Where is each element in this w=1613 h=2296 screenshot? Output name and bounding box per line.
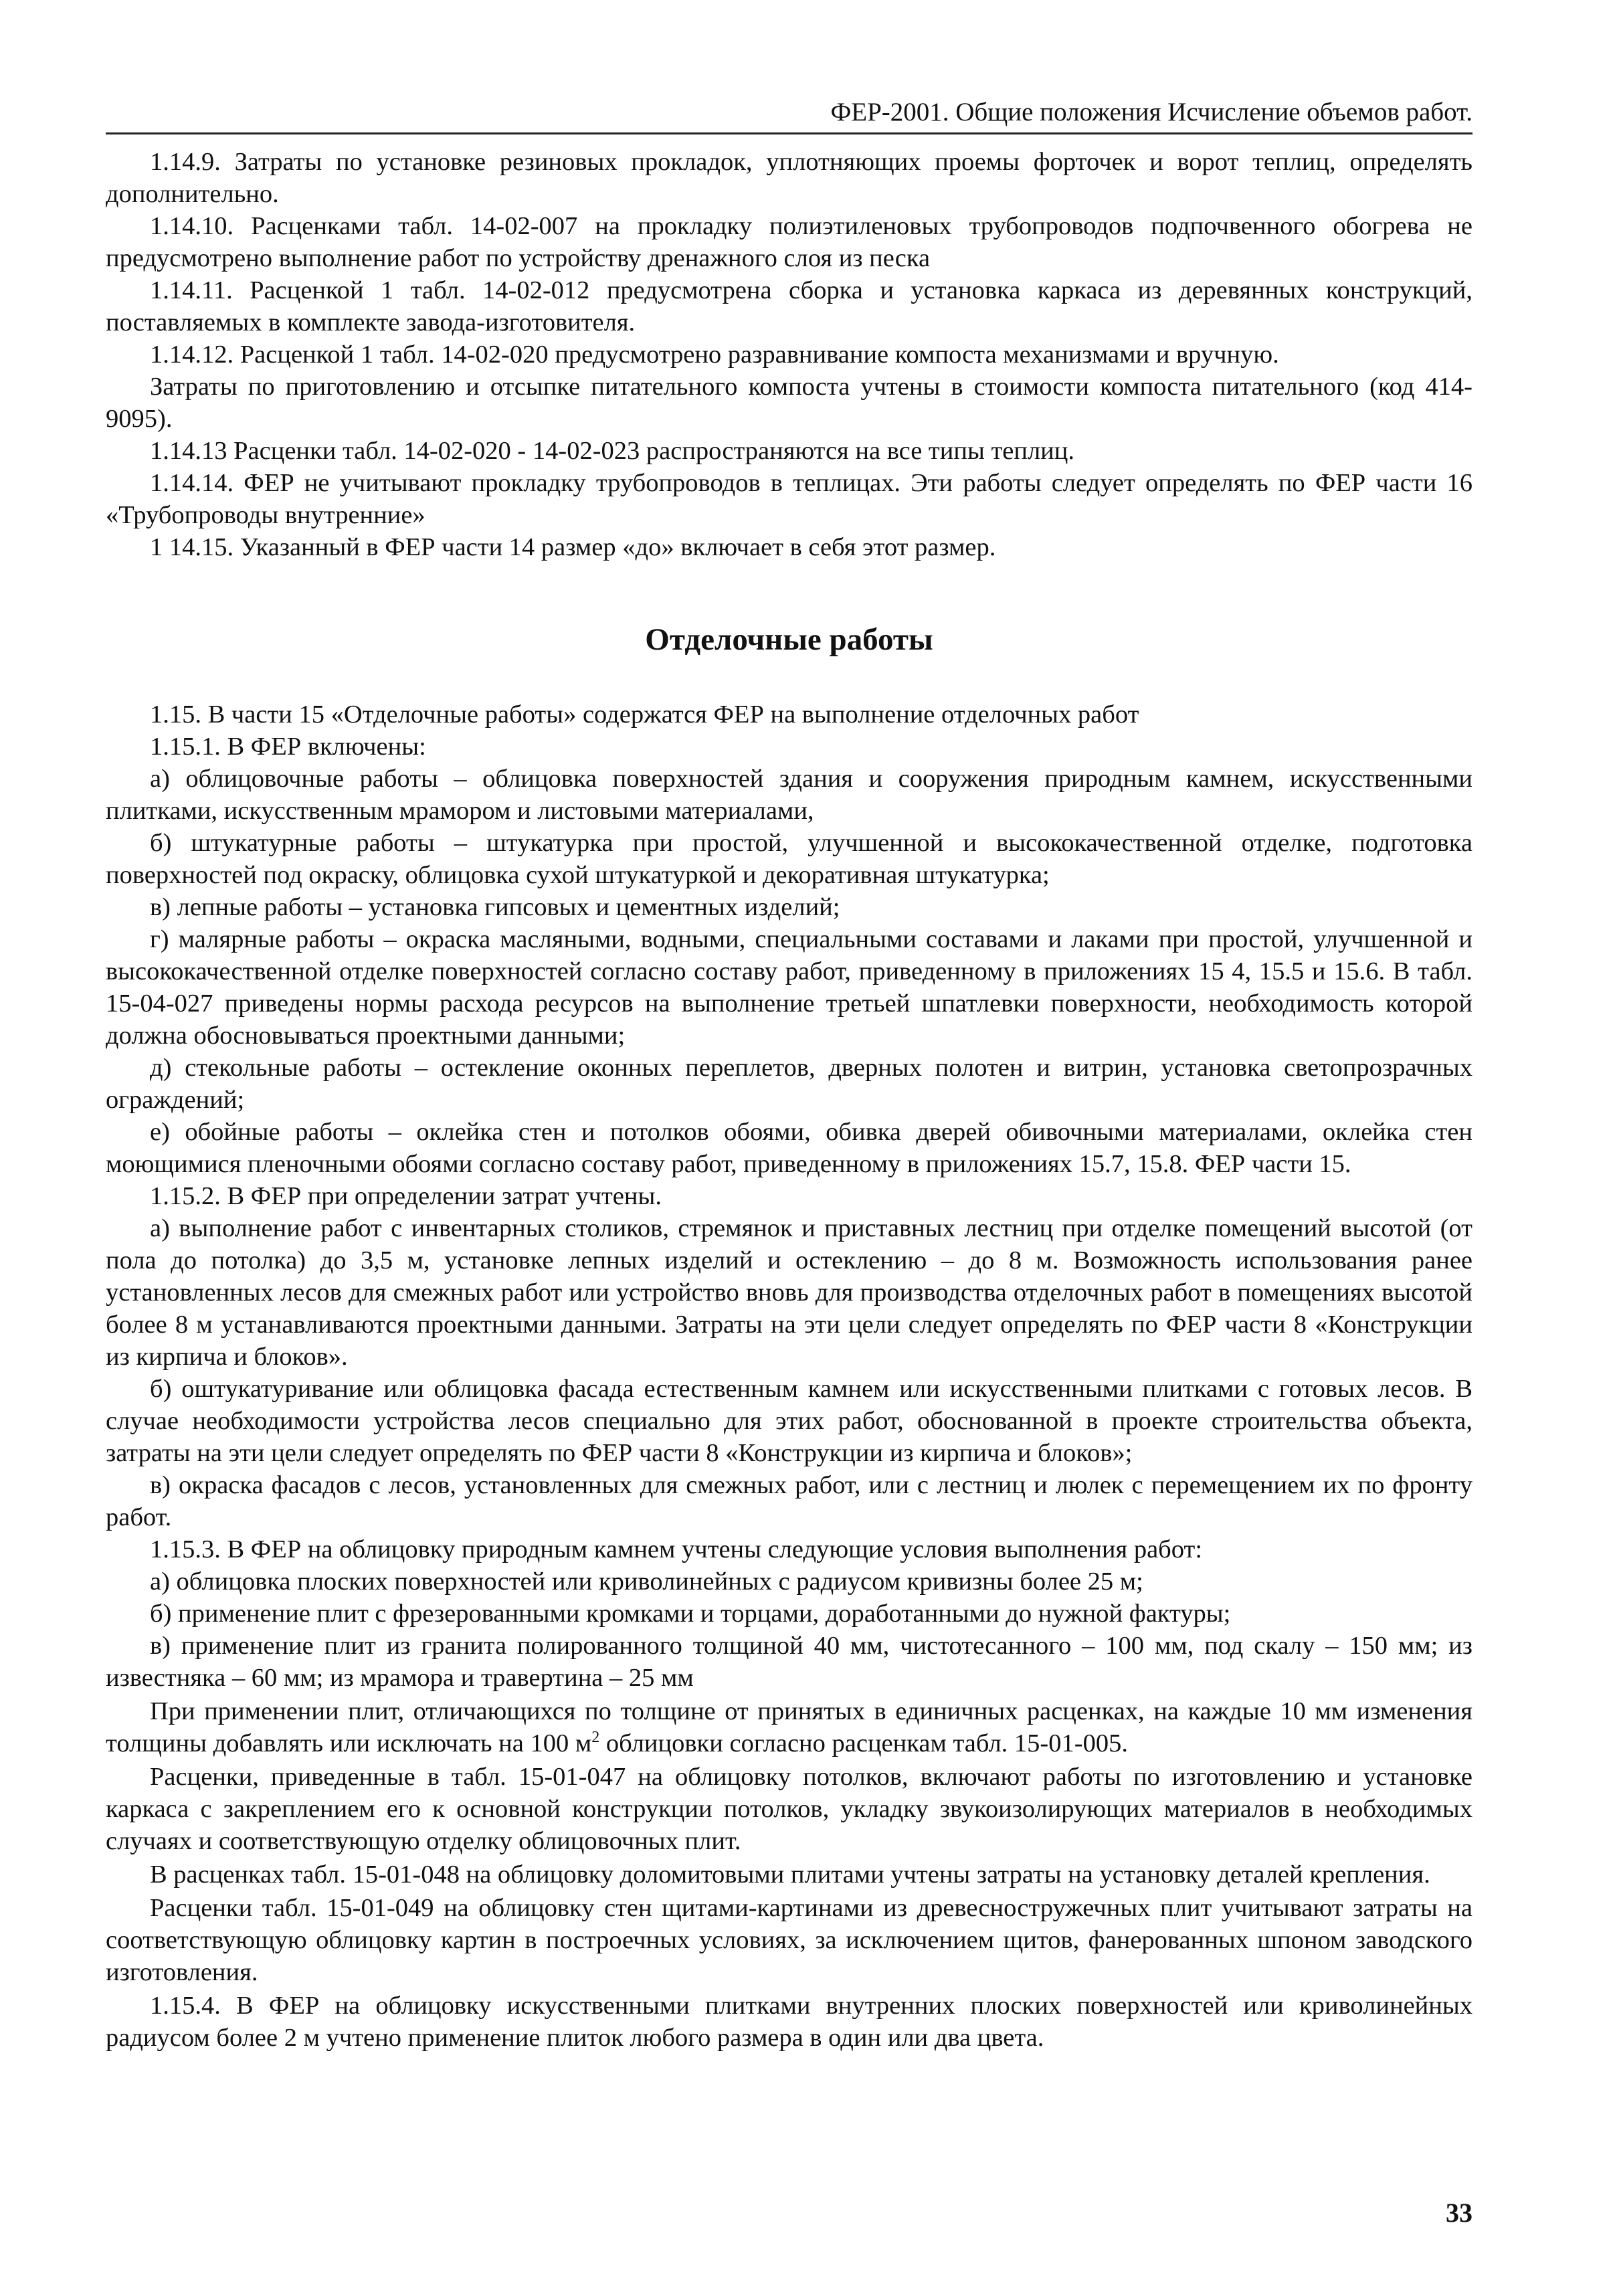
paragraph: 1 14.15. Указанный в ФЕР части 14 размер «до» включает в себя этот размер. [150, 533, 996, 561]
paragraph: 1.15.4. В ФЕР на облицовку искусственными плитками внутренних плоских поверхностей или криволинейных радиусом более 2 м учтено применение плиток любого размера в один или два цвета. [106, 1992, 1473, 2052]
paragraph: 1.14.12. Расценкой 1 табл. 14-02-020 предусмотрено разравнивание компоста механизмами и вручную. [150, 341, 1279, 369]
paragraph: Затраты по приготовлению и отсыпке питательного компоста учтены в стоимости компоста питательного (код 414-9095). [106, 373, 1473, 433]
paragraph: 1.14.11. Расценкой 1 табл. 14-02-012 предусмотрена сборка и установка каркаса из деревянных конструкций, поставляемых в комплекте завода-изготовителя. [106, 276, 1473, 337]
paragraph: Расценки табл. 15-01-049 на облицовку стен щитами-картинами из древесностружечных плит учитывают затраты на соответствующую облицовку картин в построечных условиях, за исключением щитов, фанерованных шпоном заводского изготовления. [106, 1894, 1473, 1986]
paragraph: 1.14.13 Расценки табл. 14-02-020 - 14-02-023 распространяются на все типы теплиц. [150, 437, 1075, 465]
paragraph: а) облицовка плоских поверхностей или криволинейных с радиусом кривизны более 25 м; [150, 1567, 1143, 1596]
document-body [106, 146, 1473, 2054]
paragraph: г) малярные работы – окраска масляными, водными, специальными составами и лаками при простой, улучшенной и высококачественной отделке поверхностей согласно составу работ, приведенному в приложениях 15 4, 15.5 и 15.6. В табл. 15-04-027 приведены нормы расхода ресурсов на выполнение третьей шпатлевки поверхности, необходимость которой должна обосновываться проектными данными; [106, 925, 1473, 1050]
paragraph: д) стекольные работы – остекление оконных переплетов, дверных полотен и витрин, установка светопрозрачных ограждений; [106, 1054, 1473, 1114]
paragraph: в) лепные работы – установка гипсовых и цементных изделий; [150, 893, 840, 921]
paragraph-text: При применении плит, отличающихся по толщине от принятых в единичных расценках, на каждые 10 мм изменения толщины добавлять или исключать на 100 м [106, 1697, 1473, 1757]
paragraph: б) оштукатуривание или облицовка фасада естественным камнем или искусственными плитками с готовых лесов. В случае необходимости устройства лесов специально для этих работ, обоснованной в проекте строительства объекта, затраты на эти цели следует определять по ФЕР части 8 «Конструкции из кирпича и блоков»; [106, 1375, 1473, 1467]
paragraph: В расценках табл. 15-01-048 на облицовку доломитовыми плитами учтены затраты на установку деталей крепления. [150, 1860, 1430, 1889]
paragraph: в) применение плит из гранита полированного толщиной 40 мм, чистотесанного – 100 мм, под скалу – 150 мм; из известняка – 60 мм; из мрамора и травертина – 25 мм [106, 1632, 1473, 1692]
paragraph: 1.15.1. В ФЕР включены: [150, 733, 426, 761]
superscript: 2 [591, 1729, 600, 1747]
paragraph: в) окраска фасадов с лесов, установленных для смежных работ, или с лестниц и люлек с перемещением их по фронту работ. [106, 1471, 1473, 1531]
paragraph-text: облицовки согласно расценкам табл. 15-01-005. [599, 1729, 1128, 1757]
paragraph: Расценки, приведенные в табл. 15-01-047 на облицовку потолков, включают работы по изготовлению и установке каркаса с закреплением его к основной конструкции потолков, укладку звукоизолирующих материалов в необходимых случаях и соответствующую отделку облицовочных плит. [106, 1763, 1473, 1855]
paragraph: 1.15.2. В ФЕР при определении затрат учтены. [150, 1182, 662, 1210]
paragraph: е) обойные работы – оклейка стен и потолков обоями, обивка дверей обивочными материалами, оклейка стен моющимися пленочными обоями согласно составу работ, приведенному в приложениях 15.7, 15.8. ФЕР части 15. [106, 1118, 1473, 1178]
page-header: ФЕР-2001. Общие положения Исчисление объемов работ. [106, 92, 1473, 134]
paragraph: а) выполнение работ с инвентарных столиков, стремянок и приставных лестниц при отделке помещений высотой (от пола до потолка) до 3,5 м, установке лепных изделий и остеклению – до 8 м. Возможность использования ранее установленных лесов для смежных работ или устройство вновь для производства отделочных работ в помещениях высотой более 8 м устанавливаются проектными данными. Затраты на эти цели следует определять по ФЕР части 8 «Конструкции из кирпича и блоков». [106, 1214, 1473, 1371]
paragraph: 1.15.3. В ФЕР на облицовку природным камнем учтены следующие условия выполнения работ: [150, 1535, 1203, 1563]
section-title: Отделочные работы [645, 622, 933, 657]
page-number: 33 [1446, 2198, 1473, 2228]
paragraph: 1.14.10. Расценками табл. 14-02-007 на прокладку полиэтиленовых трубопроводов подпочвенного обогрева не предусмотрено выполнение работ по устройству дренажного слоя из песка [106, 212, 1473, 272]
paragraph [106, 1695, 1473, 1759]
paragraph: 1.14.14. ФЕР не учитывают прокладку трубопроводов в теплицах. Эти работы следует определять по ФЕР части 16 «Трубопроводы внутренние» [106, 469, 1473, 529]
paragraph: а) облицовочные работы – облицовка поверхностей здания и сооружения природным камнем, искусственными плитками, искусственным мрамором и листовыми материалами, [106, 765, 1473, 825]
paragraph: 1.14.9. Затраты по установке резиновых прокладок, уплотняющих проемы форточек и ворот теплиц, определять дополнительно. [106, 148, 1473, 208]
paragraph: б) штукатурные работы – штукатурка при простой, улучшенной и высококачественной отделке, подготовка поверхностей под окраску, облицовка сухой штукатуркой и декоративная штукатурка; [106, 829, 1473, 889]
paragraph: 1.15. В части 15 «Отделочные работы» содержатся ФЕР на выполнение отделочных работ [150, 700, 1139, 729]
paragraph: б) применение плит с фрезерованными кромками и торцами, доработанными до нужной фактуры; [150, 1600, 1231, 1628]
